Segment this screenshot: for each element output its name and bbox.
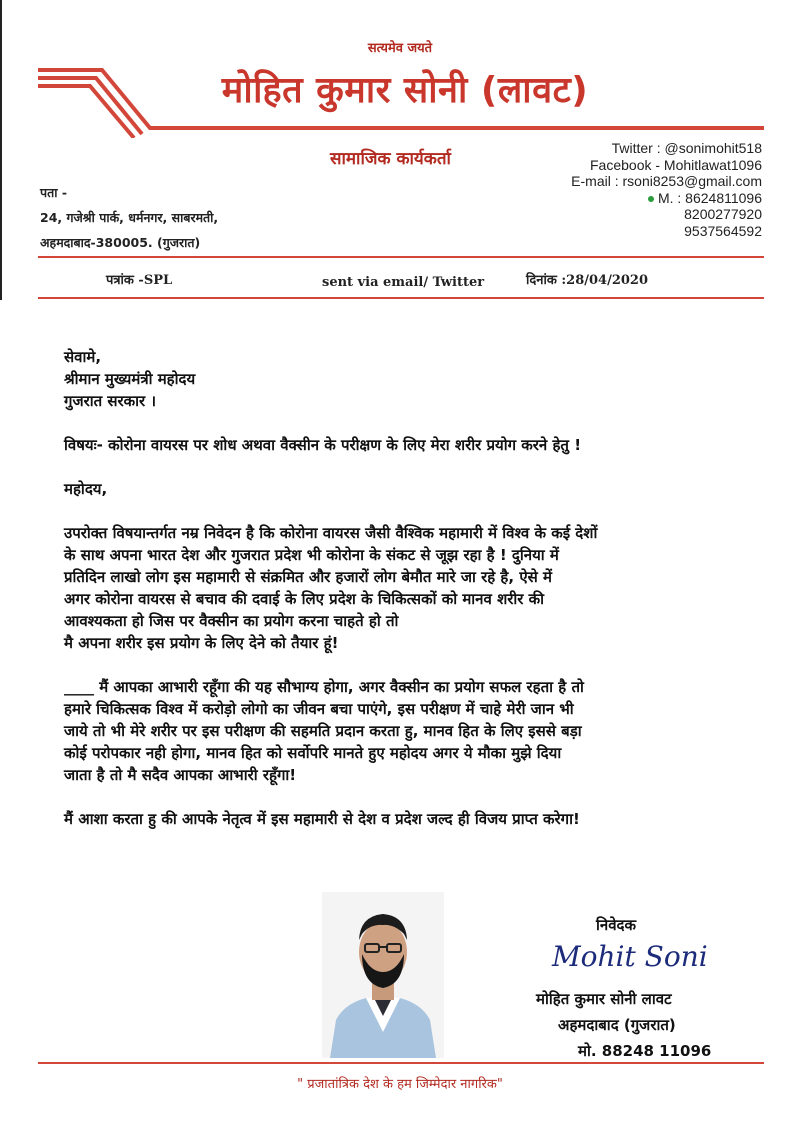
mobile-number-3: 9537564592 <box>684 222 762 239</box>
mobile-number-2: 8200277920 <box>684 206 762 222</box>
salutation-line-1: सेवामे, <box>64 348 102 366</box>
reference-number: पत्रांक -SPL <box>106 273 173 288</box>
mobile-number-1: M. : 8624811096 <box>657 189 762 206</box>
footer-rule <box>38 1062 764 1064</box>
facebook-handle: Facebook - Mohitlawat1096 <box>590 156 762 173</box>
subject-line: विषयः- कोरोना वायरस पर शोध अथवा वैक्सीन के परीक्षण के लिए मेरा शरीर प्रयोग करने हेतु ! <box>64 436 582 454</box>
header-rule-top <box>38 256 764 258</box>
paragraph-1-line-5: आवश्यकता हो जिस पर वैक्सीन का प्रयोग करना चाहते हो तो <box>64 612 399 630</box>
author-photo <box>322 892 444 1058</box>
paragraph-2-line-4: कोई परोपकार नही होगा, मानव हित को सर्वोपरि मानते हुए महोदय अगर ये मौका मुझे दिया <box>64 744 562 762</box>
letter-body <box>64 346 754 830</box>
letter-date: दिनांक :28/04/2020 <box>526 273 649 288</box>
paragraph-2-line-1: ____ मैं आपका आभारी रहूँगा की यह सौभाग्य होगा, अगर वैक्सीन का प्रयोग सफल रहता है तो <box>64 678 584 696</box>
address-line-2: अहमदाबाद-380005. (गुजरात) <box>40 235 201 250</box>
letterhead-subtitle: सामाजिक कार्यकर्ता <box>330 149 451 169</box>
address-block <box>40 180 218 255</box>
top-motto: सत्यमेव जयते <box>367 41 433 56</box>
contact-block <box>571 140 762 239</box>
paragraph-2-line-2: हमारे चिकित्सक विश्व में करोड़ो लोगो का जीवन बचा पाएंगे, इस परीक्षण में चाहे मेरी जान भी <box>64 700 574 718</box>
signoff-city: अहमदाबाद (गुजरात) <box>558 1016 676 1034</box>
salutation-line-3: गुजरात सरकार । <box>64 392 157 410</box>
signoff-name: मोहित कुमार सोनी लावट <box>536 990 672 1008</box>
paragraph-2-line-3: जाये तो भी मेरे शरीर पर इस परीक्षण की सहमति प्रदान करता हु, मानव हित के लिए इससे बड़ा <box>64 722 582 740</box>
paragraph-1-line-4: अगर कोरोना वायरस से बचाव की दवाई के लिए प्रदेश के चिकित्सकों को मानव शरीर की <box>64 590 545 608</box>
paragraph-2-line-5: जाता है तो मै सदैव आपका आभारी रहूँगा! <box>64 766 297 784</box>
header-rule-bottom <box>38 297 764 299</box>
email-address: E-mail : rsoni8253@gmail.com <box>571 173 762 189</box>
person-photo-illustration <box>322 892 444 1058</box>
mobile-dot-icon <box>648 196 654 202</box>
paragraph-1-line-2: के साथ अपना भारत देश और गुजरात प्रदेश भी कोरोना के संकट से जूझ रहा है ! दुनिया में <box>64 546 559 564</box>
handwritten-signature: Mohit Soni <box>552 940 708 973</box>
signoff-label: निवेदक <box>596 916 637 934</box>
paragraph-1-line-1: उपरोक्त विषयान्तर्गत नम्र निवेदन है कि कोरोना वायरस जैसी वैश्विक महामारी में विश्व के कई देशों <box>64 524 598 542</box>
greeting: महोदय, <box>64 480 108 498</box>
letterhead-name: मोहित कुमार सोनी (लावट) <box>221 70 589 111</box>
signoff-mobile: मो. 88248 11096 <box>578 1042 712 1060</box>
footer-slogan: " प्रजातांत्रिक देश के हम जिम्मेदार नागरिक" <box>297 1077 503 1092</box>
paragraph-3: मैं आशा करता हु की आपके नेतृत्व में इस महामारी से देश व प्रदेश जल्द ही विजय प्राप्त करेगा! <box>64 810 580 828</box>
paragraph-1-line-6: मै अपना शरीर इस प्रयोग के लिए देने को तैयार हूं! <box>64 634 339 652</box>
mobile-line-1 <box>571 190 762 207</box>
address-line-1: 24, गजेश्री पार्क, धर्मनगर, साबरमती, <box>40 210 219 225</box>
salutation-line-2: श्रीमान मुख्यमंत्री महोदय <box>64 370 196 388</box>
paragraph-1-line-3: प्रतिदिन लाखो लोग इस महामारी से संक्रमित और हजारों लोग बेमौत मारे जा रहे है, ऐसे में <box>64 568 552 586</box>
twitter-handle: Twitter : @sonimohit518 <box>611 140 762 156</box>
address-label: पता - <box>40 185 68 200</box>
sent-via: sent via email/ Twitter <box>322 275 485 290</box>
